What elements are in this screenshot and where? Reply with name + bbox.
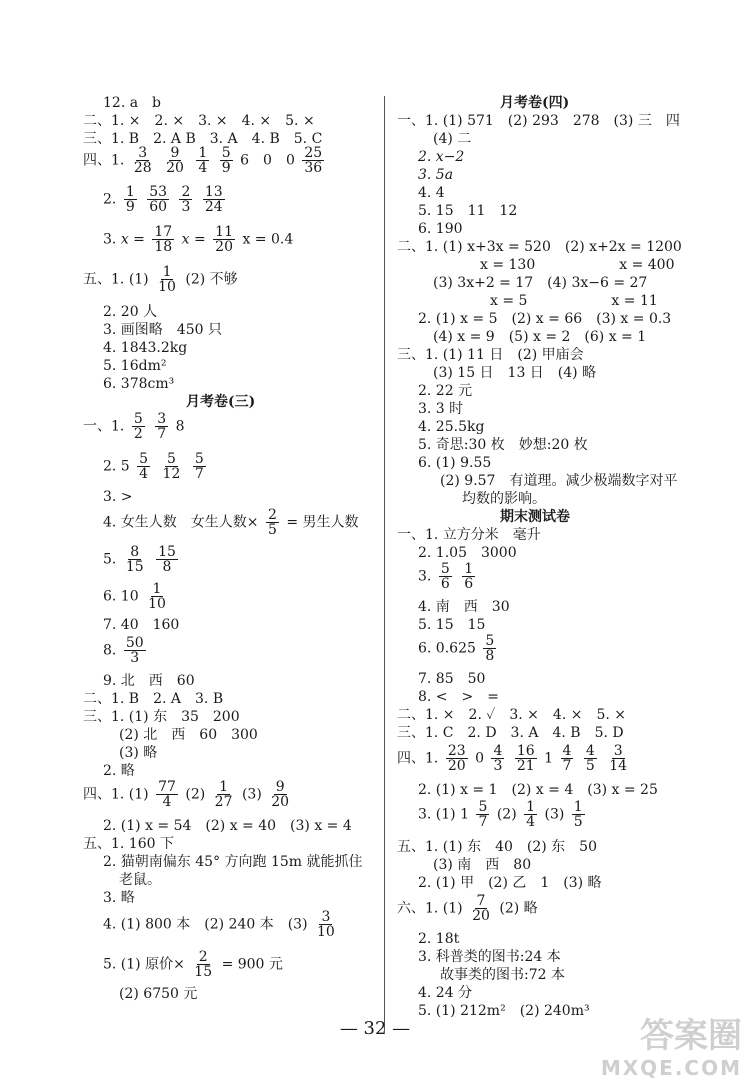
answer-line: 2. 略	[103, 763, 135, 779]
answer-line: 8. < > =	[418, 689, 499, 705]
answer-line: 5. 15 11 12	[418, 203, 518, 219]
answer-line: (2) 北 西 60 300	[119, 727, 258, 743]
column-divider	[384, 96, 385, 1031]
answer-line: 2. (1) x = 5 (2) x = 66 (3) x = 0.3	[418, 311, 672, 327]
answer-line: 一、1. 立方分米 毫升	[397, 527, 541, 543]
answer-line: 二、1. × 2. ✓ 3. × 4. × 5. ×	[397, 707, 626, 723]
section-title: 期末测试卷	[500, 509, 570, 525]
answer-line: 二、1. (1) x+3x = 520 (2) x+2x = 1200	[397, 239, 682, 255]
answer-line: 故事类的图书:72 本	[440, 967, 565, 983]
answer-line: 五、1. (1) 东 40 (2) 东 50	[397, 839, 597, 855]
answer-line: 3. 科普类的图书:24 本	[418, 949, 561, 965]
answer-line: 3. 画图略 450 只	[103, 322, 222, 338]
answer-line: 三、1. B 2. A B 3. A 4. B 5. C	[83, 131, 323, 147]
answer-line: 2. 22 元	[418, 383, 473, 399]
answer-line: 二、1. B 2. A 3. B	[83, 691, 224, 707]
answer-line-fractions: 3. x = $\frac{17}{18}$ x = $\frac{11}{20}$ x = 0.4	[103, 224, 294, 255]
answer-line: 2. (1) x = 1 (2) x = 4 (3) x = 25	[418, 782, 658, 798]
answer-line: 4. 4	[418, 185, 445, 201]
answer-line: (2) 9.57 有道理。减少极端数字对平	[440, 473, 678, 489]
answer-line: 五、1. 160 下	[83, 836, 174, 852]
answer-line-fractions: 五、1. (1) $\frac{1}{10}$ (2) 不够	[83, 264, 238, 295]
answer-line: (3) 南 西 80	[433, 857, 532, 873]
watermark-text: 答案圈	[640, 1016, 742, 1056]
answer-line: 4. 南 西 30	[418, 599, 510, 615]
answer-line-fractions: 四、1. $\frac{23}{20}$ 0 $\frac{4}{3}$ $\frac{16}{21}$ 1 $\frac{4}{7}$ $\frac{4}{5}$ $\frac{3}{14}$	[397, 743, 628, 774]
answer-line: 三、1. C 2. D 3. A 4. B 5. D	[397, 725, 624, 741]
section-title: 月考卷(四)	[500, 95, 570, 111]
answer-line: 2. 20 人	[103, 304, 158, 320]
answer-line-fractions: 5. $\frac{8}{15}$ $\frac{15}{8}$	[103, 544, 176, 575]
answer-line: 一、1. (1) 571 (2) 293 278 (3) 三 四	[397, 113, 680, 129]
answer-line: (3) 3x+2 = 17 (4) 3x−6 = 27	[433, 275, 648, 291]
answer-line-fractions: 3. $\frac{5}{6}$ $\frac{1}{6}$	[418, 561, 474, 592]
answer-line-fractions: 6. 0.625 $\frac{5}{8}$	[418, 633, 495, 664]
answer-line: (4) x = 9 (5) x = 2 (6) x = 1	[433, 329, 647, 345]
answer-line: 4. 25.5kg	[418, 419, 485, 435]
answer-line: 2. (1) 甲 (2) 乙 1 (3) 略	[418, 875, 602, 891]
answer-line-fractions: 四、1. $\frac{3}{28}$ $\frac{9}{20}$ $\frac{1}{4}$ $\frac{5}{9}$ 6 0 0 $\frac{25}{36}$	[83, 145, 323, 176]
answer-line: 4. 24 分	[418, 985, 473, 1001]
answer-line: x = 130 x = 400	[480, 257, 675, 273]
answer-line: 5. 15 15	[418, 617, 486, 633]
answer-line: 3. 3 时	[418, 401, 464, 417]
answer-line: 三、1. (1) 东 35 200	[83, 709, 240, 725]
answer-line: 6. (1) 9.55	[418, 455, 492, 471]
answer-line-fractions: 5. (1) 原价× $\frac{2}{15}$ = 900 元	[103, 949, 283, 980]
answer-line: (2) 6750 元	[119, 986, 198, 1002]
answer-line-fractions: 4. (1) 800 本 (2) 240 本 (3) $\frac{3}{10}$	[103, 909, 335, 940]
answer-line-fractions: 一、1. $\frac{5}{2}$ $\frac{3}{7}$ 8	[83, 411, 185, 442]
answer-line: 2. x−2	[418, 149, 465, 165]
answer-line: 9. 北 西 60	[103, 673, 195, 689]
answer-line-fractions: 四、1. (1) $\frac{77}{4}$ (2) $\frac{1}{27}$ (3) $\frac{9}{20}$	[83, 779, 290, 810]
answer-line: 3. >	[103, 489, 133, 505]
answer-line: (4) 二	[433, 131, 472, 147]
answer-line: 2. 1.05 3000	[418, 545, 517, 561]
answer-line: 均数的影响。	[462, 491, 546, 507]
watermark-logo	[582, 1016, 742, 1086]
answer-line: 6. 190	[418, 221, 463, 237]
answer-line: 3. 5a	[418, 167, 454, 183]
page-number: — 32 —	[339, 1018, 411, 1039]
answer-line: 2. 猫朝南偏东 45° 方向跑 15m 就能抓住	[103, 854, 363, 870]
answer-line-fractions: 6. 10 $\frac{1}{10}$	[103, 581, 166, 612]
answer-line-fractions: 3. (1) 1 $\frac{5}{7}$ (2) $\frac{1}{4}$ (3) $\frac{1}{5}$	[418, 799, 583, 830]
answer-line: 2. 18t	[418, 931, 460, 947]
answer-line: 5. (1) 212m² (2) 240m³	[418, 1003, 590, 1019]
answer-line-fractions: 2. $\frac{1}{9}$ $\frac{53}{60}$ $\frac{2}{3}$ $\frac{13}{24}$	[103, 184, 223, 215]
answer-line: 7. 40 160	[103, 617, 180, 633]
answer-line: 3. 略	[103, 890, 135, 906]
answer-line: 4. 1843.2kg	[103, 340, 188, 356]
answer-line-fractions: 4. 女生人数 女生人数× $\frac{2}{5}$ = 男生人数	[103, 507, 359, 538]
answer-line: x = 5 x = 11	[490, 293, 658, 309]
answer-line: 三、1. (1) 11 日 (2) 甲庙会	[397, 347, 584, 363]
answer-line-fractions: 六、1. (1) $\frac{7}{20}$ (2) 略	[397, 893, 538, 924]
section-title: 月考卷(三)	[186, 394, 256, 410]
answer-line: 二、1. × 2. × 3. × 4. × 5. ×	[83, 113, 315, 129]
answer-line: (3) 略	[119, 745, 158, 761]
answer-line-fractions: 2. 5 $\frac{5}{4}$ $\frac{5}{12}$ $\frac{5}{7}$	[103, 451, 204, 482]
answer-line: (3) 15 日 13 日 (4) 略	[433, 365, 597, 381]
answer-line: 7. 85 50	[418, 671, 486, 687]
answer-line: 12. a b	[103, 95, 162, 111]
watermark-url: MXQE.COM	[600, 1056, 742, 1080]
answer-line: 6. 378cm³	[103, 376, 175, 392]
answer-line: 5. 奇思:30 枚 妙想:20 枚	[418, 437, 588, 453]
answer-line: 2. (1) x = 54 (2) x = 40 (3) x = 4	[103, 818, 352, 834]
answer-line: 5. 16dm²	[103, 358, 167, 374]
answer-line-fractions: 8. $\frac{50}{3}$	[103, 635, 144, 666]
answer-line: 老鼠。	[119, 872, 161, 888]
